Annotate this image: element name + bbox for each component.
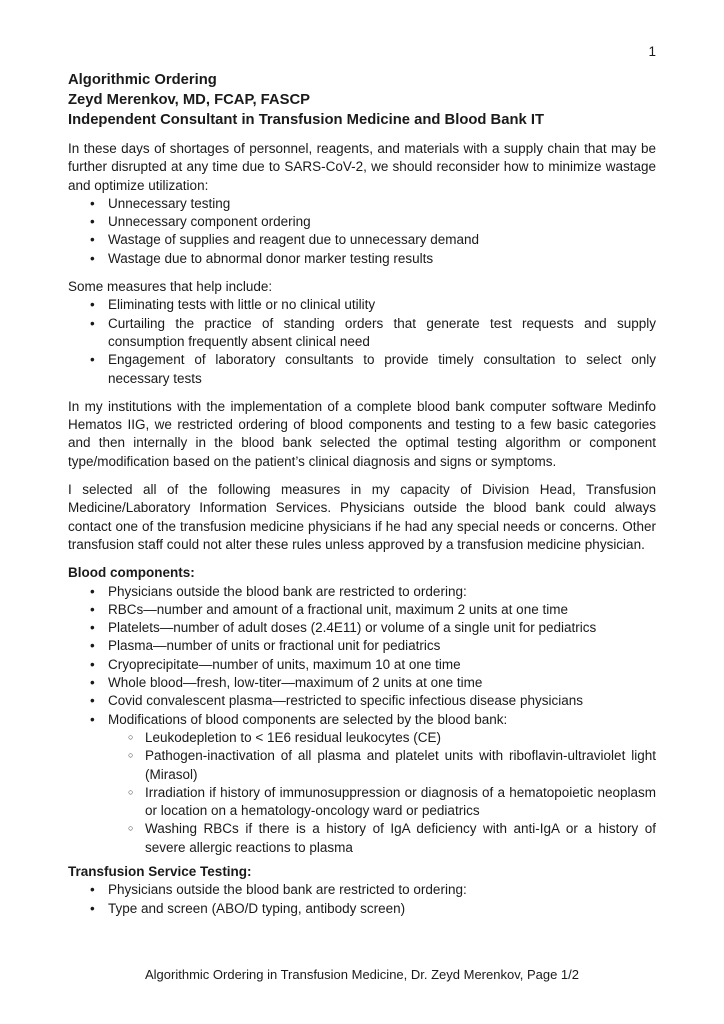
bullet-text: Platelets—number of adult doses (2.4E11) or volume of a single unit for pediatrics xyxy=(108,620,597,636)
bullet-text: Unnecessary component ordering xyxy=(108,214,311,230)
bullet-item xyxy=(68,601,656,619)
measures-lead: Some measures that help include: xyxy=(68,279,273,295)
institutions-paragraph: In my institutions with the implementation of a complete blood bank computer software Medinfo Hematos IIG, we restricted ordering of blood components and testing to a few basic categories and then internally in the blood bank selected the optimal testing algorithm or component type/modification based on the patient’s clinical diagnosis and signs or symptoms. xyxy=(68,398,656,469)
doc-title: Algorithmic Ordering xyxy=(68,72,217,88)
bullet-icon: • xyxy=(90,882,95,898)
blood-components-bullet-list xyxy=(68,583,656,857)
bullet-text: Wastage of supplies and reagent due to unnecessary demand xyxy=(108,232,479,248)
bullet-icon: • xyxy=(90,638,95,654)
bullet-text: Physicians outside the blood bank are restricted to ordering: xyxy=(108,583,467,599)
circle-bullet-icon: ○ xyxy=(128,731,134,742)
sub-bullet-item xyxy=(68,784,656,821)
bullet-text: Plasma—number of units or fractional unit for pediatrics xyxy=(108,638,441,654)
sub-bullet-item xyxy=(68,820,656,857)
section-heading-blood-components: Blood components: xyxy=(68,565,195,581)
selected-measures-paragraph: I selected all of the following measures in my capacity of Division Head, Transfusion Medicine/Laboratory Information Services. Physicians outside the blood bank could always contact one of the transfusion medicine physicians if he had any special needs or concerns. Other transfusion staff could not alter these rules unless approved by a transfusion medicine physician. xyxy=(68,482,656,552)
bullet-icon: • xyxy=(90,250,95,266)
bullet-icon: • xyxy=(90,297,95,313)
bullet-icon: • xyxy=(90,656,95,672)
bullet-icon: • xyxy=(90,601,95,617)
bullet-icon: • xyxy=(90,675,95,691)
bullet-item xyxy=(68,637,656,655)
doc-author-role: Independent Consultant in Transfusion Medicine and Blood Bank IT xyxy=(68,112,544,128)
bullet-text: Covid convalescent plasma—restricted to specific infectious disease physicians xyxy=(108,693,583,709)
sub-bullet-text: Irradiation if history of immunosuppression or diagnosis of a hematopoietic neoplasm or location on a hematology-oncology ward or pediatrics xyxy=(145,784,656,819)
bullet-item xyxy=(68,250,656,268)
bullet-item xyxy=(68,296,656,314)
transfusion-testing-bullet-list xyxy=(68,881,656,918)
bullet-item xyxy=(68,711,656,729)
bullet-item xyxy=(68,583,656,601)
bullet-icon: • xyxy=(90,315,95,331)
circle-bullet-icon: ○ xyxy=(128,786,134,797)
bullet-text: Type and screen (ABO/D typing, antibody screen) xyxy=(108,900,406,916)
measures-bullet-list xyxy=(68,296,656,387)
bullet-item xyxy=(68,881,656,899)
sub-bullet-item xyxy=(68,729,656,747)
sub-bullet-text: Leukodepletion to < 1E6 residual leukocytes (CE) xyxy=(145,729,442,745)
bullet-item xyxy=(68,195,656,213)
bullet-text: Modifications of blood components are selected by the blood bank: xyxy=(108,711,508,727)
bullet-item xyxy=(68,656,656,674)
bullet-item xyxy=(68,231,656,249)
bullet-item xyxy=(68,900,656,918)
bullet-icon: • xyxy=(90,352,95,368)
bullet-icon: • xyxy=(90,214,95,230)
bullet-icon: • xyxy=(90,195,95,211)
bullet-item xyxy=(68,674,656,692)
page-footer: Algorithmic Ordering in Transfusion Medicine, Dr. Zeyd Merenkov, Page 1/2 xyxy=(144,967,579,982)
bullet-item xyxy=(68,213,656,231)
bullet-item xyxy=(68,619,656,637)
bullet-text: Curtailing the practice of standing orders that generate test requests and supply consumption frequently absent clinical need xyxy=(108,315,656,349)
page-number: 1 xyxy=(648,44,656,59)
intro-paragraph: In these days of shortages of personnel, reagents, and materials with a supply chain that may be further disrupted at any time due to SARS-CoV-2, we should reconsider how to minimize wastage and optimize utilization: xyxy=(68,141,656,193)
bullet-text: Cryoprecipitate—number of units, maximum 10 at one time xyxy=(108,656,461,672)
bullet-icon: • xyxy=(90,620,95,636)
bullet-text: Whole blood—fresh, low-titer—maximum of 2 units at one time xyxy=(108,675,483,691)
bullet-item xyxy=(68,351,656,388)
bullet-text: Engagement of laboratory consultants to provide timely consultation to select only necessary tests xyxy=(108,352,656,386)
bullet-item xyxy=(68,315,656,352)
bullet-text: Wastage due to abnormal donor marker testing results xyxy=(108,250,434,266)
bullet-text: Eliminating tests with little or no clinical utility xyxy=(108,297,376,313)
bullet-text: Physicians outside the blood bank are restricted to ordering: xyxy=(108,882,467,898)
section-heading-transfusion-testing: Transfusion Service Testing: xyxy=(68,863,252,879)
circle-bullet-icon: ○ xyxy=(128,823,134,834)
doc-author: Zeyd Merenkov, MD, FCAP, FASCP xyxy=(68,92,311,108)
sub-bullet-text: Pathogen-inactivation of all plasma and platelet units with riboflavin-ultraviolet light (Mirasol) xyxy=(145,748,656,782)
sub-bullet-item xyxy=(68,747,656,784)
sub-bullet-text: Washing RBCs if there is a history of IgA deficiency with anti-IgA or a history of severe allergic reactions to plasma xyxy=(145,821,656,855)
bullet-icon: • xyxy=(90,693,95,709)
intro-bullet-list xyxy=(68,195,656,268)
bullet-text: RBCs—number and amount of a fractional unit, maximum 2 units at one time xyxy=(108,601,568,617)
bullet-item xyxy=(68,692,656,710)
bullet-icon: • xyxy=(90,900,95,916)
bullet-icon: • xyxy=(90,232,95,248)
circle-bullet-icon: ○ xyxy=(128,750,134,761)
bullet-text: Unnecessary testing xyxy=(108,195,231,211)
document-header xyxy=(68,70,656,130)
bullet-icon: • xyxy=(90,711,95,727)
bullet-icon: • xyxy=(90,583,95,599)
document-content xyxy=(68,70,656,918)
